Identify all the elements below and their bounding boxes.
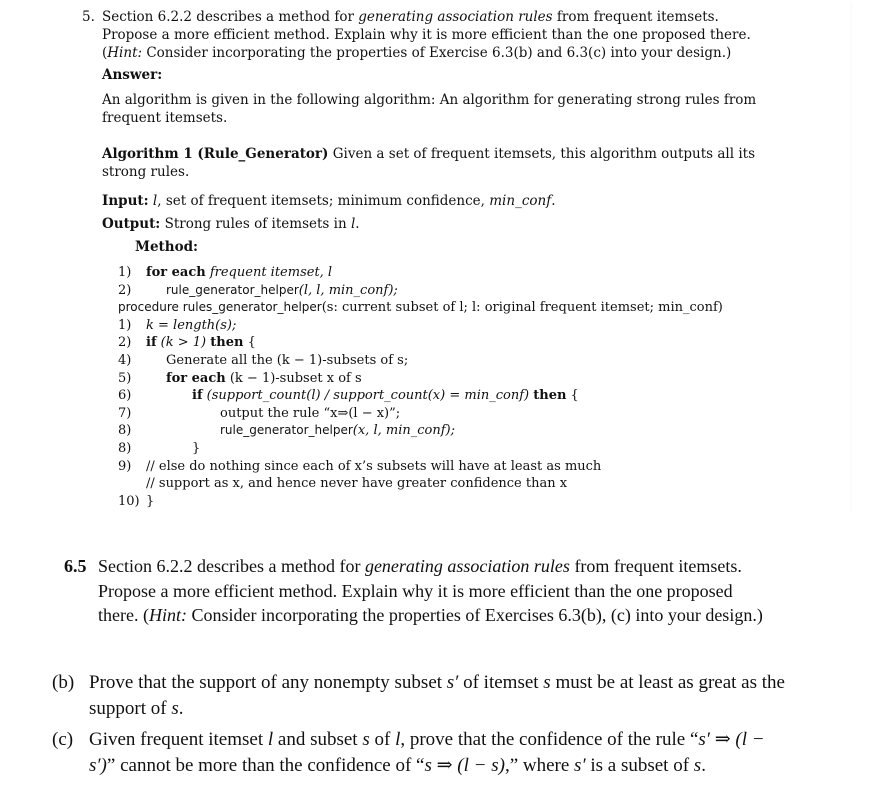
keyword: then: [210, 335, 244, 351]
c-t6: , prove that the confidence of the rule “: [400, 729, 699, 750]
input-t2: , set of frequent itemsets; minimum confidence,: [157, 193, 490, 209]
input-t3: min_conf: [489, 193, 552, 209]
code-text: (x, l, min_conf);: [352, 423, 455, 439]
output-t2: .: [355, 216, 360, 232]
code-line-9: [118, 405, 723, 423]
output-label: Output:: [102, 216, 161, 232]
question-text: [102, 8, 762, 62]
line-number: 1): [118, 317, 132, 333]
algorithm-title: Algorithm 1 (Rule_Generator): [102, 146, 329, 162]
code-line-6: [118, 352, 723, 370]
keyword: for each: [166, 370, 226, 386]
code-line-1: [118, 264, 723, 282]
code-text: (k − 1)-subset x of s: [225, 370, 362, 386]
q-text-4: Hint:: [107, 45, 143, 61]
textbook-excerpt: [0, 512, 878, 804]
part-b-label: (b): [52, 672, 75, 693]
comment: // else do nothing since each of x’s subsets will have at least as much: [146, 458, 602, 474]
code-text: k = length(s);: [146, 317, 237, 333]
b-t4: must be at least as great as the support of: [89, 672, 785, 719]
code-line-11: [118, 440, 723, 458]
q-text-1: Section 6.2.2 describes a method for: [102, 9, 359, 25]
q-text-3: from frequent itemsets. Propose a more efficient method. Explain why it is more efficient than the one proposed there. (: [102, 9, 751, 61]
question-5: [82, 8, 762, 62]
function-call: rule_generator_helper: [220, 423, 353, 438]
c-t11: s′: [574, 755, 586, 776]
code-text: (l, l, min_conf);: [298, 282, 398, 298]
algorithm-description: Given a set of frequent itemsets, this algorithm outputs all its strong rules.: [102, 146, 756, 180]
line-number: 8): [118, 423, 132, 439]
keyword: for each: [146, 265, 206, 280]
ex-t3: Hint:: [148, 605, 187, 625]
part-c: [52, 727, 792, 779]
pseudocode: [118, 264, 723, 510]
c-t14: .: [701, 755, 706, 776]
c-t8: ” cannot be more than the confidence of “: [106, 755, 425, 776]
code-line-12: [118, 458, 723, 476]
code-text: output the rule “x⇒(l − x)”;: [220, 405, 401, 421]
function-call: rule_generator_helper: [166, 282, 299, 297]
ex-t0: Section 6.2.2 describes a method for: [98, 556, 365, 576]
code-line-5: [118, 334, 723, 352]
line-number: 7): [118, 405, 132, 421]
input-t1: l: [152, 193, 158, 209]
c-t1: l: [267, 729, 274, 750]
output-t0: Strong rules of itemsets in: [160, 216, 351, 232]
keyword: if: [146, 335, 157, 351]
code-text: {: [566, 388, 579, 404]
exercise-number: 6.5: [64, 556, 87, 576]
line-number: 1): [118, 265, 132, 280]
line-number: 4): [118, 352, 132, 368]
code-line-10: [118, 422, 723, 440]
output-t1: l: [350, 216, 356, 232]
c-t4: of: [369, 729, 396, 750]
b-t3: s: [543, 672, 551, 693]
c-t7: s′ ⇒ (l − s′): [89, 729, 765, 776]
code-line-14: [118, 493, 723, 511]
part-b-text: [89, 670, 792, 722]
exercise-text: [98, 554, 764, 628]
c-t0: Given frequent itemset: [89, 729, 268, 750]
b-t2: of itemset: [458, 672, 544, 693]
input-t4: .: [551, 193, 556, 209]
line-number: 8): [118, 440, 132, 456]
ex-t2: from frequent itemsets. Propose a more efficient method. Explain why it is more efficient than the one proposed there. (: [98, 556, 742, 625]
question-number: 5.: [82, 9, 95, 25]
c-t10: ,” where: [504, 755, 575, 776]
line-number: 2): [118, 335, 132, 351]
code-text: (s: current subset of l; l: original frequent itemset; min_conf): [321, 300, 723, 316]
code-text: frequent itemset, l: [205, 265, 333, 280]
code-text: }: [146, 493, 155, 509]
code-text: (support_count(l) / support_count(x) = min_conf): [202, 388, 534, 404]
q-text-2: generating association rules: [358, 9, 553, 25]
q-text-5: Consider incorporating the properties of Exercise 6.3(b) and 6.3(c) into your design.): [142, 45, 732, 61]
code-text: Generate all the (k − 1)-subsets of s;: [166, 352, 409, 368]
part-c-text: [89, 727, 792, 779]
b-t0: Prove that the support of any nonempty subset: [89, 672, 447, 693]
input-line: [102, 193, 556, 209]
answer-heading: Answer:: [102, 67, 163, 83]
part-b: [52, 670, 792, 722]
algorithm-header: [102, 145, 762, 181]
input-label: Input:: [102, 193, 149, 209]
c-t3: s: [362, 729, 370, 750]
method-label: Method:: [135, 239, 199, 255]
code-text: }: [192, 440, 201, 456]
code-line-13: [118, 475, 723, 493]
c-t5: l: [395, 729, 401, 750]
c-t13: s: [693, 755, 702, 776]
c-t9: s ⇒ (l − s): [424, 755, 505, 776]
code-line-4: [118, 317, 723, 335]
answer-text: An algorithm is given in the following algorithm: An algorithm for generating strong rules from frequent itemsets.: [102, 92, 757, 126]
code-text: (k > 1): [156, 335, 211, 351]
b-t1: s′: [446, 672, 459, 693]
ex-t1: generating association rules: [364, 556, 570, 576]
line-number: 9): [118, 458, 132, 474]
output-line: [102, 216, 360, 232]
line-number: 10): [118, 493, 140, 509]
b-t5: s: [171, 698, 179, 719]
keyword: if: [192, 388, 203, 404]
line-number: 6): [118, 388, 132, 404]
code-line-8: [118, 387, 723, 405]
code-line-3: [118, 299, 723, 317]
b-t6: .: [178, 698, 184, 719]
c-t2: and subset: [273, 729, 363, 750]
comment: // support as x, and hence never have greater confidence than x: [146, 476, 568, 492]
line-number: 5): [118, 370, 132, 386]
code-text: {: [243, 335, 256, 351]
procedure-name: rules_generator_helper: [178, 300, 322, 315]
code-line-2: [118, 282, 723, 300]
exercise-6-5: [64, 554, 764, 628]
part-c-label: (c): [52, 729, 74, 750]
keyword: then: [533, 388, 567, 404]
code-line-7: [118, 370, 723, 388]
line-number: 2): [118, 282, 132, 298]
c-t12: is a subset of: [585, 755, 694, 776]
ex-t4: Consider incorporating the properties of Exercises 6.3(b), (c) into your design.): [186, 605, 763, 625]
keyword: procedure: [118, 300, 179, 315]
